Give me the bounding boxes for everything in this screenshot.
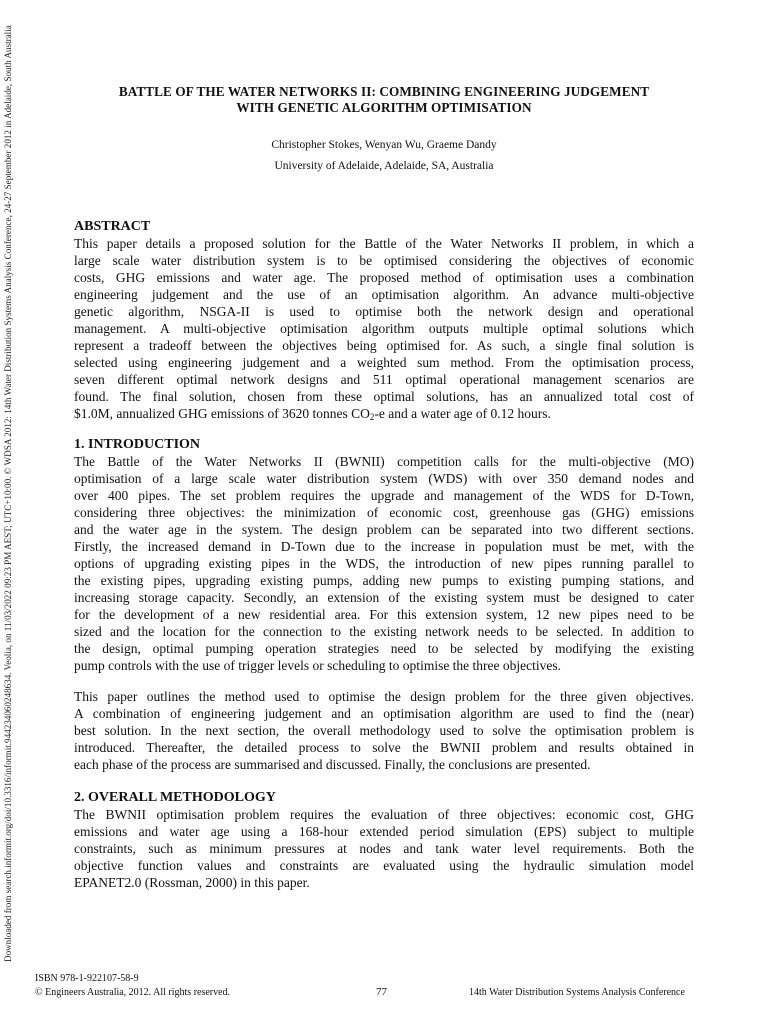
abstract-heading: ABSTRACT: [74, 219, 151, 234]
introduction-paragraph-2: [74, 688, 694, 773]
methodology-line: objective function values and constraints are evaluated using the hydraulic simulation model: [74, 858, 694, 873]
abstract-line: costs, GHG emissions and water age. The proposed method of optimisation uses a combination: [74, 270, 694, 285]
paper-title: [72, 84, 696, 116]
intro-line: for the development of a new residential area. For this extension system, 12 new pipes need to be: [74, 607, 694, 622]
abstract-line: selected using engineering judgement and a weighted sum method. From the optimisation process,: [74, 355, 694, 370]
intro-line: each phase of the process are summarised and discussed. Finally, the conclusions are presented.: [74, 757, 591, 772]
abstract-line: large scale water distribution system is to be optimised considering the objectives of economic: [74, 253, 694, 268]
download-notice-text: Downloaded from search.informit.org/doi/10.3316/informit.944234060248634. Veolia, on 11/03/2022 09:23 PM AEST; UTC+10:00. © WDSA 2012: 14th Water Distribution Systems Analysis Conference, 24-27 September 2012 in Adelaide, South Australia: [3, 25, 13, 962]
intro-line: considering three objectives: the minimization of economic cost, greenhouse gas (GHG) emissions: [74, 505, 694, 520]
abstract-line: seven different optimal network designs and 511 optimal operational management scenarios are: [74, 372, 694, 387]
paper-title-line-1: BATTLE OF THE WATER NETWORKS II: COMBINING ENGINEERING JUDGEMENT: [118, 84, 650, 99]
isbn: ISBN 978-1-922107-58-9: [35, 973, 139, 984]
intro-line: A combination of engineering judgement and an optimisation algorithm are used to find the (near): [74, 706, 694, 721]
abstract-line: engineering judgement and the use of an optimisation algorithm. An advance multi-objective: [74, 287, 694, 302]
methodology-line: The BWNII optimisation problem requires the evaluation of three objectives: economic cost, GHG: [74, 807, 694, 822]
abstract-line: genetic algorithm, NSGA-II is used to optimise both the network design and operational: [74, 304, 694, 319]
intro-line: sized and the location for the connection to the existing network needs to be selected. In addition to: [74, 624, 694, 639]
abstract-line: This paper details a proposed solution for the Battle of the Water Networks II problem, in which a: [74, 236, 694, 251]
copyright: © Engineers Australia, 2012. All rights reserved.: [35, 987, 231, 998]
co2-subscript: 2: [369, 412, 375, 422]
download-notice-sidebar: [0, 0, 16, 1024]
abstract-body: [74, 235, 694, 422]
methodology-paragraph: [74, 806, 694, 891]
intro-line: The Battle of the Water Networks II (BWNII) competition calls for the multi-objective (MO): [74, 454, 694, 469]
abstract-last-line: [74, 405, 694, 422]
paper-title-line-2: WITH GENETIC ALGORITHM OPTIMISATION: [236, 100, 532, 115]
introduction-heading: 1. INTRODUCTION: [74, 437, 201, 452]
introduction-paragraph-1: [74, 453, 694, 674]
intro-line: This paper outlines the method used to optimise the design problem for the three given objectives.: [74, 689, 694, 704]
intro-line: best solution. In the next section, the overall methodology used to solve the optimisation problem is: [74, 723, 694, 738]
footer-left: [35, 972, 230, 1000]
methodology-line: emissions and water age using a 168-hour extended period simulation (EPS) subject to multiple: [74, 824, 694, 839]
methodology-heading: 2. OVERALL METHODOLOGY: [74, 790, 276, 805]
intro-line: pump controls with the use of trigger levels or scheduling to optimise the three objectives.: [74, 658, 562, 673]
intro-line: options of upgrading existing pipes in the WDS, the introduction of new pipes running parallel to: [74, 556, 694, 571]
intro-line: optimisation of a large scale water distribution system (WDS) with over 350 demand nodes and: [74, 471, 694, 486]
conference-name: 14th Water Distribution Systems Analysis Conference: [469, 987, 685, 998]
affiliation: University of Adelaide, Adelaide, SA, Australia: [274, 160, 494, 172]
intro-line: and the water age in the system. The design problem can be separated into two different sections.: [74, 522, 694, 537]
intro-line: the existing pipes, upgrading existing pumps, adding new pumps to existing pumping stations, and: [74, 573, 694, 588]
abstract-line: represent a tradeoff between the objectives being optimised for. As such, a single final solution is: [74, 338, 694, 353]
abstract-last-line-start: $1.0M, annualized GHG emissions of 3620 tonnes CO: [74, 406, 370, 421]
intro-line: introduced. Thereafter, the detailed process to solve the BWNII problem and results obtained in: [74, 740, 694, 755]
methodology-line: EPANET2.0 (Rossman, 2000) in this paper.: [74, 875, 310, 890]
methodology-line: constraints, such as minimum pressures at nodes and tank water level requirements. Both the: [74, 841, 694, 856]
page-number: 77: [376, 986, 387, 998]
abstract-line: found. The final solution, chosen from these optimal solutions, has an annualized total cost of: [74, 389, 694, 404]
abstract-last-line-end: -e and a water age of 0.12 hours.: [374, 406, 551, 421]
intro-line: over 400 pipes. The set problem requires the upgrade and management of the WDS for D-Town,: [74, 488, 694, 503]
intro-line: the design, optimal pumping operation strategies need to be selected by modifying the existing: [74, 641, 694, 656]
abstract-line: management. A multi-objective optimisation algorithm outputs multiple optimal solutions which: [74, 321, 694, 336]
author-list: Christopher Stokes, Wenyan Wu, Graeme Dandy: [271, 139, 497, 151]
intro-line: increasing storage capacity. Secondly, an extension of the existing system must be designed to cater: [74, 590, 694, 605]
intro-line: Firstly, the increased demand in D-Town due to the increase in population must be met, with the: [74, 539, 694, 554]
